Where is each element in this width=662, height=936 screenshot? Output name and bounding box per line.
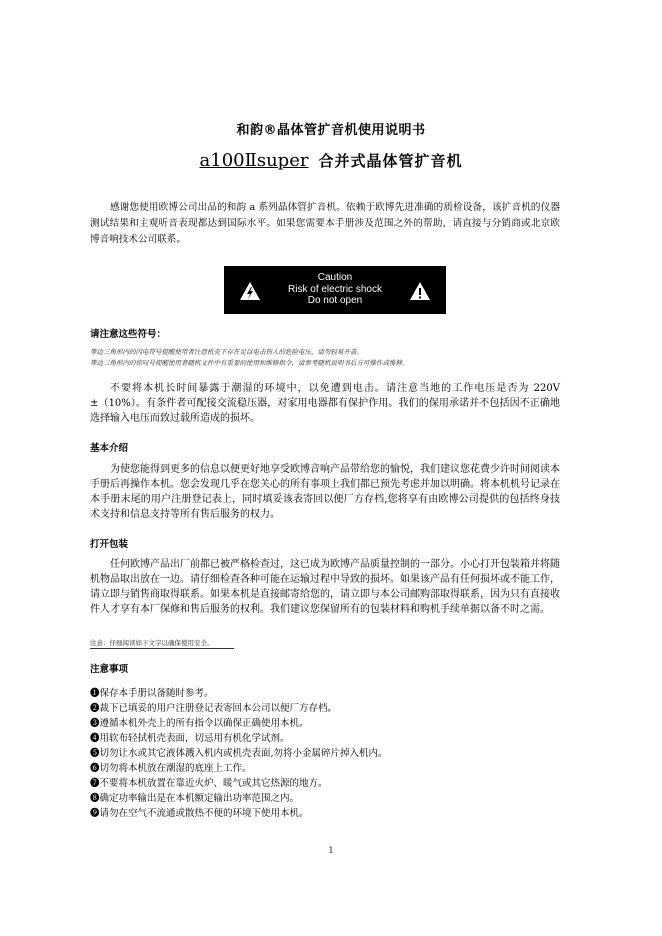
voltage-paragraph: 不要将本机长时间暴露于潮湿的环境中，以免遭到电击。请注意当地的工作电压是否为 220V ±（10%）。有条件者可配接交流稳压器，对家用电器都有保护作用。我们的保用承诺并不包括因不正确地选择输入电压而致过载所造成的损坏。 — [90, 383, 560, 424]
basic-intro-heading: 基本介绍 — [90, 443, 129, 454]
list-item: ❾请勿在空气不流通或散热不便的环境下使用本机。 — [90, 808, 309, 819]
list-item: ❼不要将本机放置在靠近火炉、暖气或其它热源的地方。 — [90, 778, 328, 789]
intro-paragraph: 感谢您使用欧博公司出品的和韵 a 系列晶体管扩音机。依赖于欧博先进准确的质检设备，该扩音机的仪器测试结果和主观听音表现都达到国际水平。如果您需要本手册涉及范围之外的帮助，请直接与分销商或北京欧博音响技术公司联系。 — [90, 202, 560, 245]
document-title: 和韵®晶体管扩音机使用说明书 — [236, 123, 426, 138]
list-item: ❽确定功率输出是在本机额定输出功率范围之内。 — [90, 793, 300, 804]
caution-line-2: Risk of electric shock — [288, 283, 382, 295]
caution-line-3: Do not open — [307, 295, 363, 306]
list-item: ❺切勿让水或其它液体溅入机内或机壳表面,勿将小金属碎片掉入机内。 — [90, 748, 388, 759]
unpacking-paragraph: 任何欧博产品出厂前都已被严格检查过，这已成为欧博产品质量控制的一部分。小心打开包装箱并将随机物品取出放在一边。请仔细检查各种可能在运输过程中导致的损坏。如果该产品有任何损坏或不能工作，请立即与销售商取得联系。如果本机是直接邮寄给您的，请立即与本公司邮购部取得联系，因为只有直接收件人才享有本厂保修和售后服务的权利。我们建议您保留所有的包装材料和购机手续单据以备不时之需。 — [90, 559, 560, 615]
lightning-symbol-note: 等边三角形内的闪电符号提醒使用者注意机壳下存在足以电击伤人的危险电压，请勿轻易开盖。 — [90, 348, 363, 356]
page-number: 1 — [328, 846, 334, 855]
caution-line-1: Caution — [317, 272, 353, 283]
exclamation-symbol-note: 等边三角形内的惊叹号提醒使用者随机文件中有重要的使用和维修指令，请参考随机说明书后方可操作或维修。 — [90, 359, 409, 367]
model-title — [0, 150, 662, 171]
safety-note: 注意：仔细阅读如下文字以确保使用安全。 — [90, 639, 214, 647]
basic-intro-paragraph: 为使您能得到更多的信息以便更好地享受欧博音响产品带给您的愉悦，我们建议您花费少许时间阅读本手册后再操作本机。您会发现几乎在您关心的所有事项上我们都已预先考虑并加以明确。将本机机号记录在本手册末尾的用户注册登记表上，同时填妥该表寄回以便厂方存档,您将享有由欧博公司提供的包括终身技术支持和信息支持等所有售后服务的权力。 — [90, 464, 560, 520]
exclamation-warning-icon — [409, 281, 431, 301]
safety-note-underline — [90, 648, 234, 649]
unpacking-heading: 打开包装 — [90, 539, 129, 550]
symbol-notes — [90, 347, 570, 369]
caution-label — [224, 266, 446, 314]
list-item: ❸遵循本机外壳上的所有指令以确保正确使用本机。 — [90, 718, 309, 729]
model-name: a100Ⅱsuper — [199, 150, 309, 171]
list-item: ❹用软布轻拭机壳表面，切忌用有机化学试剂。 — [90, 733, 290, 744]
list-item: ❻切勿将本机放在潮湿的底座上工作。 — [90, 763, 252, 774]
precautions-list — [90, 686, 570, 821]
model-subtitle: 合并式晶体管扩音机 — [318, 152, 463, 170]
precautions-heading: 注意事项 — [90, 664, 129, 675]
list-item: ❶保存本手册以备随时参考。 — [90, 688, 214, 699]
symbols-heading: 请注意这些符号： — [90, 329, 167, 340]
list-item: ❷裁下已填妥的用户注册登记表寄回本公司以便厂方存档。 — [90, 703, 338, 714]
